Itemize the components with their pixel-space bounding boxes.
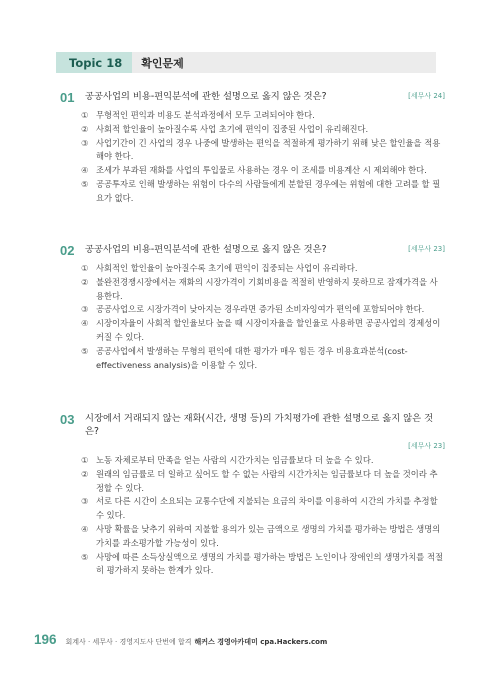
option-text: 무형적인 편익과 비용도 분석과정에서 모두 고려되어야 한다. <box>96 110 315 120</box>
option-mark: ③ <box>81 137 89 148</box>
question-text: 공공사업의 비용-편익분석에 관한 설명으로 옳지 않은 것은? <box>85 244 327 255</box>
question-number: 01 <box>60 90 75 105</box>
option-mark: ① <box>81 455 89 465</box>
option-mark: ① <box>81 263 89 273</box>
topic-header <box>56 52 436 73</box>
option-text: 사업기간이 긴 사업의 경우 나중에 발생하는 편익을 적절하게 평가하기 위해 낮은 할인율을 적용해야 한다. <box>96 137 441 162</box>
option-text: 사망 확률을 낮추기 위하여 지불할 용의가 있는 금액으로 생명의 가치를 평가하는 방법은 생명의 가치를 과소평가할 가능성이 있다. <box>96 523 441 548</box>
footer-text: 회계사 · 세무사 · 경영지도사 단번에 합격 <box>65 638 192 646</box>
option-item <box>81 178 445 206</box>
option-mark: ④ <box>81 165 89 176</box>
option-list <box>81 454 445 578</box>
question-3 <box>60 412 445 578</box>
question-text: 시장에서 거래되지 않는 재화(시간, 생명 등)의 가치평가에 관한 설명으로 옳지 않은 것은? <box>85 413 434 437</box>
page-footer <box>34 632 327 647</box>
option-text: 사회적인 할인율이 높아질수록 초기에 편익이 집중되는 사업이 유리하다. <box>96 263 358 273</box>
option-mark: ④ <box>81 318 89 329</box>
option-text: 공공투자로 인해 발생하는 위험이 다수의 사람들에게 분할된 경우에는 위험에 대한 고려를 할 필요가 없다. <box>96 178 441 203</box>
option-item <box>81 262 445 276</box>
question-source: [세무사 23] <box>408 245 445 253</box>
question-source: [세무사 23] <box>408 442 445 450</box>
option-item <box>81 303 445 317</box>
topic-badge: Topic 18 <box>56 52 132 73</box>
option-mark: ⑤ <box>81 178 89 189</box>
page-number: 196 <box>34 632 57 647</box>
option-list <box>81 109 445 206</box>
option-mark: ⑤ <box>81 551 89 562</box>
option-item <box>81 551 445 579</box>
option-text: 공공사업으로 시장가격이 낮아지는 경우라면 증가된 소비자잉여가 편익에 포함되어야 한다. <box>96 304 425 315</box>
question-text: 공공사업의 비용-편익분석에 관한 설명으로 옳지 않은 것은? <box>85 91 327 102</box>
option-item <box>81 495 445 523</box>
option-item <box>81 345 445 373</box>
option-item <box>81 109 445 123</box>
option-mark: ③ <box>81 304 89 315</box>
option-item <box>81 468 445 496</box>
option-text: 불완전경쟁시장에서는 재화의 시장가격이 기회비용을 적절히 반영하지 못하므로 잠재가격을 사용한다. <box>96 276 438 301</box>
option-mark: ① <box>81 110 89 120</box>
question-source: [세무사 24] <box>408 92 445 100</box>
question-1 <box>60 90 445 206</box>
option-mark: ③ <box>81 496 89 507</box>
option-mark: ⑤ <box>81 345 89 356</box>
option-text: 사망에 따른 소득상실액으로 생명의 가치를 평가하는 방법은 노인이나 장애인의 생명가치를 적절히 평가하지 못하는 한계가 있다. <box>96 551 443 576</box>
question-2 <box>60 243 445 372</box>
question-number: 02 <box>60 243 75 258</box>
option-item <box>81 123 445 137</box>
option-item <box>81 523 445 551</box>
option-item <box>81 276 445 304</box>
option-item <box>81 137 445 165</box>
option-text: 사회적 할인율이 높아질수록 사업 초기에 편익이 집중된 사업이 유리해진다. <box>96 123 369 134</box>
option-text: 서로 다른 시간이 소요되는 교통수단에 지불되는 요금의 차이를 이용하여 시간의 가치를 추정할 수 있다. <box>96 496 438 521</box>
option-mark: ② <box>81 123 89 134</box>
section-title: 확인문제 <box>141 56 184 70</box>
option-text: 조세가 부과된 재화를 사업의 투입물로 사용하는 경우 이 조세를 비용계산 시 제외해야 한다. <box>96 165 427 176</box>
option-mark: ② <box>81 468 89 479</box>
question-number: 03 <box>60 412 75 427</box>
option-text: 시장이자율이 사회적 할인율보다 높을 때 시장이자율을 할인율로 사용하면 공공사업의 경제성이 커질 수 있다. <box>96 318 441 342</box>
option-item <box>81 454 445 468</box>
option-item <box>81 317 445 345</box>
option-list <box>81 262 445 372</box>
footer-brand: 해커스 경영아카데미 cpa.Hackers.com <box>194 638 328 646</box>
option-mark: ④ <box>81 523 89 534</box>
option-item <box>81 164 445 178</box>
option-text: 공공사업에서 발생하는 무형의 편익에 대한 평가가 매우 힘든 경우 비용효과분석(cost-effectiveness analysis)을 이용할 수 있다. <box>96 345 408 370</box>
option-mark: ② <box>81 276 89 287</box>
option-text: 노동 자체로부터 만족을 얻는 사람의 시간가치는 임금률보다 더 높을 수 있다. <box>96 455 374 465</box>
option-text: 원래의 임금률로 더 일하고 싶어도 할 수 없는 사람의 시간가치는 임금률보다 더 높을 것이라 추정할 수 있다. <box>96 468 438 493</box>
